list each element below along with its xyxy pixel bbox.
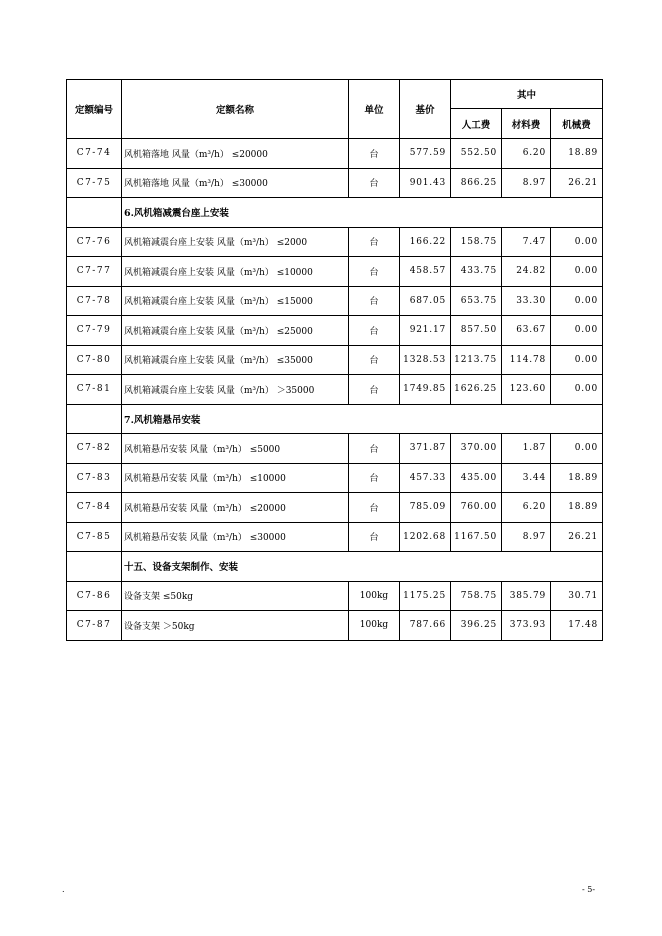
cell-material: 373.93 (502, 611, 551, 641)
header-unit: 单位 (349, 80, 400, 139)
cell-unit: 台 (349, 227, 400, 257)
header-name: 定额名称 (122, 80, 349, 139)
cell-unit: 台 (349, 139, 400, 169)
cell-machine: 17.48 (551, 611, 603, 641)
cell-machine: 0.00 (551, 227, 603, 257)
cell-labor: 433.75 (451, 257, 502, 287)
cell-unit: 台 (349, 493, 400, 523)
cell-name: 风机箱减震台座上安装 风量（m³/h） ≤10000 (122, 257, 349, 287)
table-row (67, 227, 603, 257)
table-row (67, 493, 603, 523)
table-row (67, 345, 603, 375)
table-row (67, 522, 603, 552)
cell-material: 385.79 (502, 581, 551, 611)
cell-material: 7.47 (502, 227, 551, 257)
cell-code: C7-76 (67, 227, 122, 257)
cell-name: 风机箱悬吊安装 风量（m³/h） ≤20000 (122, 493, 349, 523)
cell-unit: 台 (349, 434, 400, 464)
cell-name: 风机箱减震台座上安装 风量（m³/h） ≤15000 (122, 286, 349, 316)
table-row (67, 168, 603, 198)
cell-base-price: 785.09 (400, 493, 451, 523)
cell-machine: 0.00 (551, 316, 603, 346)
cell-name: 设备支架 ≤50kg (122, 581, 349, 611)
header-labor: 人工费 (451, 109, 502, 139)
table-row (67, 286, 603, 316)
cell-machine: 0.00 (551, 375, 603, 405)
cell-unit: 台 (349, 257, 400, 287)
cell-code: C7-82 (67, 434, 122, 464)
cell-name: 风机箱悬吊安装 风量（m³/h） ≤30000 (122, 522, 349, 552)
cell-base-price: 787.66 (400, 611, 451, 641)
section-code-cell (67, 198, 122, 228)
quota-table (66, 79, 603, 641)
cell-base-price: 687.05 (400, 286, 451, 316)
footer-left-mark: . (62, 885, 65, 894)
cell-code: C7-78 (67, 286, 122, 316)
section-row (67, 404, 603, 434)
cell-labor: 1626.25 (451, 375, 502, 405)
cell-name: 风机箱减震台座上安装 风量（m³/h） ≤2000 (122, 227, 349, 257)
table-row (67, 434, 603, 464)
cell-code: C7-85 (67, 522, 122, 552)
cell-code: C7-81 (67, 375, 122, 405)
cell-name: 设备支架 ＞50kg (122, 611, 349, 641)
cell-name: 风机箱减震台座上安装 风量（m³/h） ＞35000 (122, 375, 349, 405)
table-row (67, 581, 603, 611)
cell-machine: 18.89 (551, 463, 603, 493)
cell-machine: 0.00 (551, 434, 603, 464)
cell-base-price: 371.87 (400, 434, 451, 464)
header-code: 定额编号 (67, 80, 122, 139)
section-title: 7.风机箱悬吊安装 (122, 404, 603, 434)
section-title: 6.风机箱减震台座上安装 (122, 198, 603, 228)
cell-name: 风机箱落地 风量（m³/h） ≤20000 (122, 139, 349, 169)
cell-unit: 台 (349, 316, 400, 346)
section-title: 十五、设备支架制作、安装 (122, 552, 603, 582)
header-among: 其中 (451, 80, 603, 109)
cell-unit: 台 (349, 286, 400, 316)
section-code-cell (67, 404, 122, 434)
cell-machine: 0.00 (551, 345, 603, 375)
cell-unit: 台 (349, 168, 400, 198)
cell-unit: 台 (349, 375, 400, 405)
section-row (67, 552, 603, 582)
cell-material: 1.87 (502, 434, 551, 464)
cell-labor: 758.75 (451, 581, 502, 611)
cell-base-price: 901.43 (400, 168, 451, 198)
cell-code: C7-84 (67, 493, 122, 523)
cell-unit: 台 (349, 345, 400, 375)
cell-material: 63.67 (502, 316, 551, 346)
cell-name: 风机箱减震台座上安装 风量（m³/h） ≤35000 (122, 345, 349, 375)
header-row-1 (67, 80, 603, 109)
cell-material: 8.97 (502, 522, 551, 552)
cell-base-price: 921.17 (400, 316, 451, 346)
cell-code: C7-74 (67, 139, 122, 169)
cell-code: C7-86 (67, 581, 122, 611)
cell-material: 24.82 (502, 257, 551, 287)
header-base-price: 基价 (400, 80, 451, 139)
cell-material: 6.20 (502, 493, 551, 523)
cell-material: 33.30 (502, 286, 551, 316)
cell-labor: 1213.75 (451, 345, 502, 375)
cell-code: C7-77 (67, 257, 122, 287)
table-row (67, 611, 603, 641)
section-code-cell (67, 552, 122, 582)
cell-machine: 18.89 (551, 139, 603, 169)
cell-unit: 台 (349, 522, 400, 552)
cell-machine: 0.00 (551, 286, 603, 316)
cell-base-price: 577.59 (400, 139, 451, 169)
cell-base-price: 458.57 (400, 257, 451, 287)
cell-labor: 653.75 (451, 286, 502, 316)
page-number: - 5- (582, 885, 596, 894)
cell-unit: 100kg (349, 581, 400, 611)
cell-base-price: 1202.68 (400, 522, 451, 552)
cell-labor: 435.00 (451, 463, 502, 493)
cell-labor: 1167.50 (451, 522, 502, 552)
cell-base-price: 1175.25 (400, 581, 451, 611)
table-row (67, 463, 603, 493)
cell-code: C7-87 (67, 611, 122, 641)
cell-name: 风机箱悬吊安装 风量（m³/h） ≤10000 (122, 463, 349, 493)
cell-base-price: 457.33 (400, 463, 451, 493)
header-material: 材料费 (502, 109, 551, 139)
cell-base-price: 1749.85 (400, 375, 451, 405)
cell-machine: 26.21 (551, 168, 603, 198)
cell-material: 3.44 (502, 463, 551, 493)
cell-labor: 760.00 (451, 493, 502, 523)
cell-labor: 370.00 (451, 434, 502, 464)
cell-material: 123.60 (502, 375, 551, 405)
cell-name: 风机箱减震台座上安装 风量（m³/h） ≤25000 (122, 316, 349, 346)
cell-code: C7-83 (67, 463, 122, 493)
table-row (67, 257, 603, 287)
cell-material: 114.78 (502, 345, 551, 375)
cell-material: 6.20 (502, 139, 551, 169)
cell-material: 8.97 (502, 168, 551, 198)
cell-machine: 18.89 (551, 493, 603, 523)
cell-name: 风机箱落地 风量（m³/h） ≤30000 (122, 168, 349, 198)
cell-code: C7-80 (67, 345, 122, 375)
cell-machine: 30.71 (551, 581, 603, 611)
table-body (67, 139, 603, 641)
table-row (67, 316, 603, 346)
cell-labor: 158.75 (451, 227, 502, 257)
cell-unit: 100kg (349, 611, 400, 641)
cell-code: C7-79 (67, 316, 122, 346)
cell-labor: 866.25 (451, 168, 502, 198)
cell-labor: 857.50 (451, 316, 502, 346)
cell-machine: 26.21 (551, 522, 603, 552)
table-row (67, 375, 603, 405)
cell-base-price: 1328.53 (400, 345, 451, 375)
cell-labor: 396.25 (451, 611, 502, 641)
cell-code: C7-75 (67, 168, 122, 198)
header-machine: 机械费 (551, 109, 603, 139)
section-row (67, 198, 603, 228)
cell-base-price: 166.22 (400, 227, 451, 257)
cell-labor: 552.50 (451, 139, 502, 169)
cell-unit: 台 (349, 463, 400, 493)
table-row (67, 139, 603, 169)
cell-machine: 0.00 (551, 257, 603, 287)
cell-name: 风机箱悬吊安装 风量（m³/h） ≤5000 (122, 434, 349, 464)
